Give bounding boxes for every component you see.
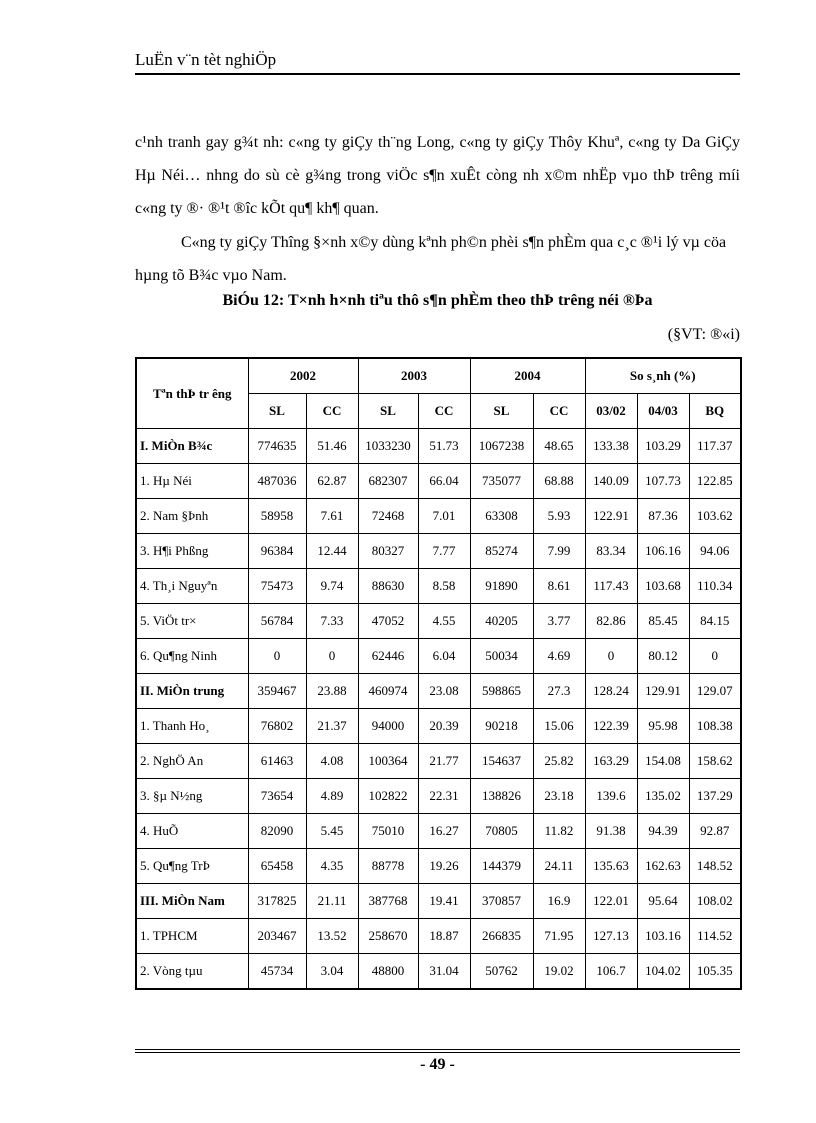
value-cell: 75473 — [248, 569, 306, 604]
value-cell: 203467 — [248, 919, 306, 954]
value-cell: 158.62 — [689, 744, 741, 779]
value-cell: 23.08 — [418, 674, 470, 709]
sub-header: CC — [533, 394, 585, 429]
value-cell: 104.02 — [637, 954, 689, 990]
value-cell: 102822 — [358, 779, 418, 814]
value-cell: 110.34 — [689, 569, 741, 604]
value-cell: 0 — [689, 639, 741, 674]
value-cell: 154637 — [470, 744, 533, 779]
value-cell: 154.08 — [637, 744, 689, 779]
value-cell: 91.38 — [585, 814, 637, 849]
value-cell: 128.24 — [585, 674, 637, 709]
value-cell: 62446 — [358, 639, 418, 674]
year-header-2004: 2004 — [470, 358, 585, 394]
value-cell: 20.39 — [418, 709, 470, 744]
value-cell: 359467 — [248, 674, 306, 709]
value-cell: 122.39 — [585, 709, 637, 744]
value-cell: 15.06 — [533, 709, 585, 744]
value-cell: 122.91 — [585, 499, 637, 534]
market-name-cell: 3. H¶i Phßng — [136, 534, 248, 569]
market-name-cell: 2. Vòng tµu — [136, 954, 248, 990]
value-cell: 92.87 — [689, 814, 741, 849]
value-cell: 18.87 — [418, 919, 470, 954]
value-cell: 370857 — [470, 884, 533, 919]
value-cell: 103.29 — [637, 429, 689, 464]
value-cell: 117.43 — [585, 569, 637, 604]
value-cell: 8.61 — [533, 569, 585, 604]
value-cell: 21.37 — [306, 709, 358, 744]
value-cell: 133.38 — [585, 429, 637, 464]
value-cell: 16.27 — [418, 814, 470, 849]
value-cell: 140.09 — [585, 464, 637, 499]
value-cell: 72468 — [358, 499, 418, 534]
value-cell: 76802 — [248, 709, 306, 744]
value-cell: 11.82 — [533, 814, 585, 849]
value-cell: 50762 — [470, 954, 533, 990]
value-cell: 13.52 — [306, 919, 358, 954]
value-cell: 735077 — [470, 464, 533, 499]
sub-header: CC — [418, 394, 470, 429]
value-cell: 487036 — [248, 464, 306, 499]
value-cell: 58958 — [248, 499, 306, 534]
value-cell: 96384 — [248, 534, 306, 569]
value-cell: 258670 — [358, 919, 418, 954]
value-cell: 50034 — [470, 639, 533, 674]
value-cell: 94.06 — [689, 534, 741, 569]
value-cell: 19.26 — [418, 849, 470, 884]
value-cell: 9.74 — [306, 569, 358, 604]
value-cell: 70805 — [470, 814, 533, 849]
sub-header: SL — [358, 394, 418, 429]
table-row — [136, 464, 741, 499]
value-cell: 31.04 — [418, 954, 470, 990]
value-cell: 45734 — [248, 954, 306, 990]
value-cell: 73654 — [248, 779, 306, 814]
value-cell: 8.58 — [418, 569, 470, 604]
value-cell: 56784 — [248, 604, 306, 639]
sub-header: BQ — [689, 394, 741, 429]
value-cell: 103.68 — [637, 569, 689, 604]
value-cell: 7.99 — [533, 534, 585, 569]
value-cell: 4.69 — [533, 639, 585, 674]
value-cell: 7.33 — [306, 604, 358, 639]
table-row — [136, 919, 741, 954]
table-caption: BiÓu 12: T×nh h×nh tiªu thô s¶n phÈm theo thÞ trêng néi ®Þa — [222, 292, 653, 309]
header-divider — [135, 73, 740, 75]
value-cell: 774635 — [248, 429, 306, 464]
market-name-cell: I. MiÒn B¾c — [136, 429, 248, 464]
value-cell: 108.02 — [689, 884, 741, 919]
table-row — [136, 954, 741, 990]
value-cell: 135.63 — [585, 849, 637, 884]
value-cell: 21.11 — [306, 884, 358, 919]
value-cell: 65458 — [248, 849, 306, 884]
value-cell: 135.02 — [637, 779, 689, 814]
value-cell: 27.3 — [533, 674, 585, 709]
value-cell: 138826 — [470, 779, 533, 814]
value-cell: 95.98 — [637, 709, 689, 744]
market-name-cell: II. MiÒn trung — [136, 674, 248, 709]
value-cell: 3.77 — [533, 604, 585, 639]
value-cell: 19.02 — [533, 954, 585, 990]
table-row — [136, 779, 741, 814]
value-cell: 122.85 — [689, 464, 741, 499]
value-cell: 598865 — [470, 674, 533, 709]
value-cell: 317825 — [248, 884, 306, 919]
market-name-cell: 2. NghÖ An — [136, 744, 248, 779]
value-cell: 106.16 — [637, 534, 689, 569]
value-cell: 5.93 — [533, 499, 585, 534]
value-cell: 106.7 — [585, 954, 637, 990]
value-cell: 387768 — [358, 884, 418, 919]
market-name-cell: 3. §µ N½ng — [136, 779, 248, 814]
value-cell: 91890 — [470, 569, 533, 604]
value-cell: 0 — [585, 639, 637, 674]
table-row — [136, 674, 741, 709]
market-name-cell: 5. ViÖt tr× — [136, 604, 248, 639]
market-name-cell: 6. Qu¶ng Ninh — [136, 639, 248, 674]
sub-header: CC — [306, 394, 358, 429]
table-row — [136, 849, 741, 884]
value-cell: 16.9 — [533, 884, 585, 919]
value-cell: 107.73 — [637, 464, 689, 499]
value-cell: 7.01 — [418, 499, 470, 534]
table-row — [136, 569, 741, 604]
value-cell: 87.36 — [637, 499, 689, 534]
market-name-cell: 1. Hµ Néi — [136, 464, 248, 499]
value-cell: 129.07 — [689, 674, 741, 709]
value-cell: 4.89 — [306, 779, 358, 814]
market-name-cell: 1. Thanh Ho¸ — [136, 709, 248, 744]
market-name-cell: 2. Nam §Þnh — [136, 499, 248, 534]
page-header-title: LuËn v¨n tèt nghiÖp — [135, 50, 277, 69]
market-name-cell: 5. Qu¶ng TrÞ — [136, 849, 248, 884]
table-row — [136, 639, 741, 674]
value-cell: 82.86 — [585, 604, 637, 639]
value-cell: 103.62 — [689, 499, 741, 534]
value-cell: 12.44 — [306, 534, 358, 569]
sub-header: SL — [248, 394, 306, 429]
value-cell: 3.04 — [306, 954, 358, 990]
value-cell: 4.08 — [306, 744, 358, 779]
page-number: - 49 - — [420, 1056, 455, 1073]
value-cell: 88630 — [358, 569, 418, 604]
footer-divider — [135, 1049, 740, 1050]
market-name-header: Tªn thÞ tr êng — [136, 358, 248, 429]
value-cell: 62.87 — [306, 464, 358, 499]
value-cell: 0 — [306, 639, 358, 674]
value-cell: 137.29 — [689, 779, 741, 814]
value-cell: 4.35 — [306, 849, 358, 884]
value-cell: 22.31 — [418, 779, 470, 814]
table-unit: (§VT: ®«i) — [667, 326, 740, 343]
table-row — [136, 499, 741, 534]
value-cell: 129.91 — [637, 674, 689, 709]
value-cell: 19.41 — [418, 884, 470, 919]
value-cell: 85274 — [470, 534, 533, 569]
year-header-2003: 2003 — [358, 358, 470, 394]
table-body — [136, 429, 741, 990]
value-cell: 103.16 — [637, 919, 689, 954]
value-cell: 144379 — [470, 849, 533, 884]
value-cell: 25.82 — [533, 744, 585, 779]
value-cell: 0 — [248, 639, 306, 674]
value-cell: 95.64 — [637, 884, 689, 919]
value-cell: 83.34 — [585, 534, 637, 569]
value-cell: 84.15 — [689, 604, 741, 639]
value-cell: 127.13 — [585, 919, 637, 954]
value-cell: 148.52 — [689, 849, 741, 884]
value-cell: 24.11 — [533, 849, 585, 884]
value-cell: 266835 — [470, 919, 533, 954]
value-cell: 23.18 — [533, 779, 585, 814]
value-cell: 21.77 — [418, 744, 470, 779]
year-header-2002: 2002 — [248, 358, 358, 394]
table-row — [136, 884, 741, 919]
value-cell: 122.01 — [585, 884, 637, 919]
market-name-cell: 1. TPHCM — [136, 919, 248, 954]
value-cell: 85.45 — [637, 604, 689, 639]
value-cell: 682307 — [358, 464, 418, 499]
paragraph-1: c¹nh tranh gay g¾t nh: c«ng ty giÇy th¨ng Long, c«ng ty giÇy Thôy Khuª, c«ng ty Da GiÇy Hµ Néi… nhng do sù cè g¾ng trong viÖc s¶n xuÊt còng nh x©m nhËp vµo thÞ trêng míi c«ng ty ®· ®¹t ®îc kÕt qu¶ kh¶ quan. — [135, 134, 740, 217]
value-cell: 71.95 — [533, 919, 585, 954]
value-cell: 66.04 — [418, 464, 470, 499]
value-cell: 117.37 — [689, 429, 741, 464]
value-cell: 48800 — [358, 954, 418, 990]
market-name-cell: 4. Th¸i Nguyªn — [136, 569, 248, 604]
sub-header: 03/02 — [585, 394, 637, 429]
value-cell: 7.61 — [306, 499, 358, 534]
value-cell: 63308 — [470, 499, 533, 534]
table-row — [136, 814, 741, 849]
compare-header: So s¸nh (%) — [585, 358, 741, 394]
market-name-cell: 4. HuÕ — [136, 814, 248, 849]
value-cell: 80.12 — [637, 639, 689, 674]
value-cell: 61463 — [248, 744, 306, 779]
value-cell: 6.04 — [418, 639, 470, 674]
value-cell: 105.35 — [689, 954, 741, 990]
table-row — [136, 429, 741, 464]
table-row — [136, 709, 741, 744]
value-cell: 162.63 — [637, 849, 689, 884]
value-cell: 5.45 — [306, 814, 358, 849]
table-row — [136, 744, 741, 779]
sub-header: 04/03 — [637, 394, 689, 429]
value-cell: 51.46 — [306, 429, 358, 464]
value-cell: 108.38 — [689, 709, 741, 744]
value-cell: 163.29 — [585, 744, 637, 779]
value-cell: 48.65 — [533, 429, 585, 464]
value-cell: 75010 — [358, 814, 418, 849]
value-cell: 40205 — [470, 604, 533, 639]
value-cell: 100364 — [358, 744, 418, 779]
value-cell: 68.88 — [533, 464, 585, 499]
value-cell: 7.77 — [418, 534, 470, 569]
value-cell: 82090 — [248, 814, 306, 849]
market-sales-table — [135, 357, 742, 990]
value-cell: 90218 — [470, 709, 533, 744]
value-cell: 88778 — [358, 849, 418, 884]
value-cell: 1067238 — [470, 429, 533, 464]
value-cell: 51.73 — [418, 429, 470, 464]
value-cell: 1033230 — [358, 429, 418, 464]
value-cell: 139.6 — [585, 779, 637, 814]
value-cell: 4.55 — [418, 604, 470, 639]
value-cell: 94.39 — [637, 814, 689, 849]
value-cell: 460974 — [358, 674, 418, 709]
market-name-cell: III. MiÒn Nam — [136, 884, 248, 919]
table-row — [136, 604, 741, 639]
footer-divider-secondary — [135, 1052, 740, 1053]
paragraph-2: C«ng ty giÇy Thîng §×nh x©y dùng kªnh ph©n phèi s¶n phÈm qua c¸c ®¹i lý vµ cöa hµng tõ B¾c vµo Nam. — [135, 234, 727, 284]
value-cell: 94000 — [358, 709, 418, 744]
value-cell: 47052 — [358, 604, 418, 639]
value-cell: 23.88 — [306, 674, 358, 709]
sub-header: SL — [470, 394, 533, 429]
value-cell: 114.52 — [689, 919, 741, 954]
table-row — [136, 534, 741, 569]
value-cell: 80327 — [358, 534, 418, 569]
